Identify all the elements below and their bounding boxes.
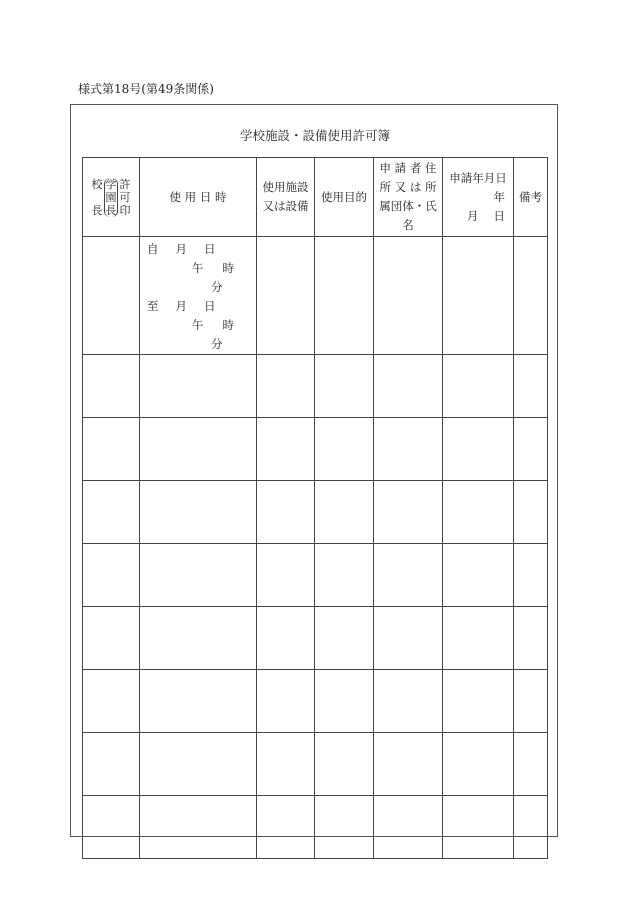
cell-remarks[interactable] — [514, 670, 548, 733]
cell-facility[interactable] — [257, 418, 315, 481]
cell-application-date[interactable] — [443, 607, 514, 670]
cell-remarks[interactable] — [514, 607, 548, 670]
table-row — [83, 607, 548, 670]
table-row — [83, 796, 548, 859]
cell-purpose[interactable] — [315, 481, 374, 544]
cell-remarks[interactable] — [514, 418, 548, 481]
cell-usage-datetime[interactable] — [140, 544, 257, 607]
cell-application-date[interactable] — [443, 355, 514, 418]
cell-application-date[interactable] — [443, 796, 514, 859]
cell-usage-datetime[interactable] — [140, 481, 257, 544]
table-row — [83, 670, 548, 733]
cell-applicant[interactable] — [374, 733, 443, 796]
cell-facility[interactable] — [257, 481, 315, 544]
cell-purpose[interactable] — [315, 607, 374, 670]
table-row — [83, 481, 548, 544]
cell-application-date[interactable] — [443, 418, 514, 481]
cell-remarks[interactable] — [514, 544, 548, 607]
cell-application-date[interactable] — [443, 237, 514, 355]
header-facility: 使用施設 又は設備 — [257, 158, 315, 237]
cell-applicant[interactable] — [374, 355, 443, 418]
cell-usage-datetime[interactable]: 自 月 日 午 時分 至 月 日 午 時分 — [140, 237, 257, 355]
cell-applicant[interactable] — [374, 481, 443, 544]
cell-facility[interactable] — [257, 670, 315, 733]
cell-applicant[interactable] — [374, 418, 443, 481]
table-row — [83, 733, 548, 796]
cell-remarks[interactable] — [514, 355, 548, 418]
cell-seal[interactable] — [83, 481, 140, 544]
cell-facility[interactable] — [257, 355, 315, 418]
cell-facility[interactable] — [257, 237, 315, 355]
header-applicant: 申 請 者 住 所 又 は 所 属団体・氏 名 — [374, 158, 443, 237]
cell-applicant[interactable] — [374, 796, 443, 859]
cell-purpose[interactable] — [315, 544, 374, 607]
table-row — [83, 544, 548, 607]
header-seal: 校 長 学 園 長 許 可 印 — [83, 158, 140, 237]
cell-seal[interactable] — [83, 237, 140, 355]
form-number: 様式第18号(第49条関係) — [78, 82, 214, 96]
form-title: 学校施設・設備使用許可簿 — [239, 128, 390, 143]
cell-facility[interactable] — [257, 607, 315, 670]
header-row — [83, 158, 548, 237]
cell-purpose[interactable] — [315, 237, 374, 355]
header-remarks: 備考 — [514, 158, 548, 237]
cell-applicant[interactable] — [374, 607, 443, 670]
cell-seal[interactable] — [83, 544, 140, 607]
cell-seal[interactable] — [83, 418, 140, 481]
cell-applicant[interactable] — [374, 544, 443, 607]
cell-application-date[interactable] — [443, 481, 514, 544]
cell-usage-datetime[interactable] — [140, 670, 257, 733]
cell-usage-datetime[interactable] — [140, 607, 257, 670]
cell-usage-datetime[interactable] — [140, 355, 257, 418]
cell-seal[interactable] — [83, 670, 140, 733]
cell-application-date[interactable] — [443, 544, 514, 607]
header-application-date: 申請年月日 年 月 日 — [443, 158, 514, 237]
cell-usage-datetime[interactable] — [140, 796, 257, 859]
cell-remarks[interactable] — [514, 237, 548, 355]
cell-seal[interactable] — [83, 607, 140, 670]
cell-usage-datetime[interactable] — [140, 733, 257, 796]
table-row — [83, 237, 548, 355]
cell-purpose[interactable] — [315, 733, 374, 796]
cell-applicant[interactable] — [374, 237, 443, 355]
header-purpose: 使用目的 — [315, 158, 374, 237]
cell-application-date[interactable] — [443, 733, 514, 796]
cell-purpose[interactable] — [315, 355, 374, 418]
cell-purpose[interactable] — [315, 670, 374, 733]
cell-seal[interactable] — [83, 733, 140, 796]
cell-purpose[interactable] — [315, 796, 374, 859]
table-row — [83, 418, 548, 481]
cell-facility[interactable] — [257, 544, 315, 607]
header-usage-datetime: 使 用 日 時 — [140, 158, 257, 237]
cell-remarks[interactable] — [514, 733, 548, 796]
cell-applicant[interactable] — [374, 670, 443, 733]
cell-facility[interactable] — [257, 733, 315, 796]
table-row — [83, 355, 548, 418]
permission-register-table — [82, 157, 548, 859]
cell-remarks[interactable] — [514, 481, 548, 544]
cell-facility[interactable] — [257, 796, 315, 859]
cell-application-date[interactable] — [443, 670, 514, 733]
cell-remarks[interactable] — [514, 796, 548, 859]
cell-usage-datetime[interactable] — [140, 418, 257, 481]
cell-seal[interactable] — [83, 796, 140, 859]
cell-purpose[interactable] — [315, 418, 374, 481]
cell-seal[interactable] — [83, 355, 140, 418]
